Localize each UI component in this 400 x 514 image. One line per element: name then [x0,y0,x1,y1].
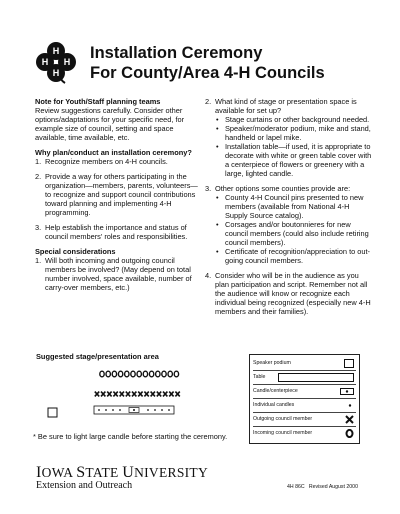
diagram-legend [249,354,360,444]
svg-text:H: H [63,57,71,67]
individual-candle-mark [105,409,107,411]
legend-row-candle: Candle/centerpiece [253,385,356,399]
special-heading: Special considerations [35,247,116,256]
individual-candle-mark [154,409,156,411]
incoming-member-mark [149,371,153,377]
legend-row-individual-candles: Individual candles [253,399,356,413]
individual-candle-mark [119,409,121,411]
title-line-1: Installation Ceremony [90,44,263,62]
outgoing-member-mark [151,392,155,397]
dot-icon [346,401,354,412]
item-2-bullet: • Installation table—if used, it is appropriate to decorate with white or green table cover with a centerpiece of flowers or greenery with a large, lighted candle. [205,142,373,178]
individual-candle-mark [98,409,100,411]
square-icon [344,359,354,370]
item-2-bullet: • Speaker/moderator podium, mike and stand, handheld or lapel mike. [205,124,373,142]
outgoing-member-mark [120,392,124,397]
individual-candle-mark [112,409,114,411]
x-icon [345,415,354,426]
outgoing-member-mark [175,392,179,397]
incoming-member-mark [137,371,141,377]
centerpiece-candle [133,409,135,411]
podium-symbol [48,408,57,417]
extension-name: Extension and Outreach [36,480,133,491]
incoming-member-mark [131,371,135,377]
item-4: 4. Consider who will be in the audience as you plan participation and script. Remember not all the audience will know or recognize each individual being recognized (especially new 4-H members and their families). [205,271,371,316]
legend-row-incoming: Incoming council member [253,427,356,440]
incoming-member-mark [125,371,129,377]
outgoing-member-mark [157,392,161,397]
title-line-2: For County/Area 4-H Councils [90,64,325,82]
legend-row-podium: Speaker podium [253,357,356,371]
incoming-member-mark [162,371,166,377]
outgoing-member-mark [144,392,148,397]
svg-text:H: H [52,68,60,78]
outgoing-member-mark [163,392,167,397]
item-3-bullet: • County 4-H Council pins presented to new members (available from National 4-H Supply Source catalog). [205,193,373,220]
university-wordmark: IOWA STATE UNIVERSITY [36,464,209,481]
svg-text:H: H [52,46,60,56]
incoming-member-mark [156,371,160,377]
individual-candle-mark [147,409,149,411]
item-2-bullet: • Stage curtains or other background needed. [205,115,373,124]
4h-clover-logo [34,40,78,84]
incoming-member-mark [112,371,116,377]
publication-info: 4H 86C Revised August 2000 [287,484,358,490]
why-item-2: 2. Provide a way for others participating in the organization—members, parents, volunteers—to recognize and support council contributions toward planning and implementing 4-H programming. [35,172,198,217]
why-item-1: 1. Recognize members on 4-H councils. [35,157,168,166]
incoming-member-mark [100,371,104,377]
legend-row-outgoing: Outgoing council member [253,413,356,427]
legend-row-table: Table [253,371,356,385]
incoming-member-mark [118,371,122,377]
individual-candle-mark [161,409,163,411]
candle-icon [340,387,354,398]
table-rect-icon [278,373,354,384]
incoming-member-mark [174,371,178,377]
stage-diagram [36,360,226,428]
outgoing-member-mark [101,392,105,397]
why-item-3: 3. Help establish the importance and status of council members' roles and responsibilities. [35,223,188,241]
note-heading: Note for Youth/Staff planning teams [35,97,161,106]
item-2: 2. What kind of stage or presentation space is available for set up? [205,97,357,115]
individual-candle-mark [168,409,170,411]
outgoing-member-mark [107,392,111,397]
right-column [205,97,373,316]
outgoing-member-mark [113,392,117,397]
stage-diagram-title: Suggested stage/presentation area [36,352,159,361]
left-column [35,97,198,292]
outgoing-member-mark [132,392,136,397]
outgoing-member-mark [95,392,99,397]
candle-footnote: * Be sure to light large candle before starting the ceremony. [33,432,228,441]
o-icon [345,429,354,440]
incoming-member-mark [106,371,110,377]
special-item-1: 1. Will both incoming and outgoing council members be involved? (May depend on total number involved, space available, number of carry-over members, etc.) [35,256,192,292]
outgoing-member-mark [126,392,130,397]
svg-text:H: H [41,57,49,67]
outgoing-member-mark [169,392,173,397]
item-3: 3. Other options some counties provide are: [205,184,351,193]
outgoing-member-mark [138,392,142,397]
why-heading: Why plan/conduct an installation ceremony? [35,148,192,157]
outgoing-members-row [95,392,180,397]
item-3-bullet: • Corsages and/or boutonnieres for new council members (could also include retiring council members). [205,220,373,247]
note-text: Review suggestions carefully. Consider other options/adaptations for your specific need, for example size of council, setting and space available, time available, etc. [35,106,185,142]
incoming-member-mark [143,371,147,377]
incoming-member-mark [168,371,172,377]
incoming-members-row [100,371,179,377]
item-3-bullet: • Certificate of recognition/appreciation to out-going council members. [205,247,373,265]
page-title [90,43,325,83]
